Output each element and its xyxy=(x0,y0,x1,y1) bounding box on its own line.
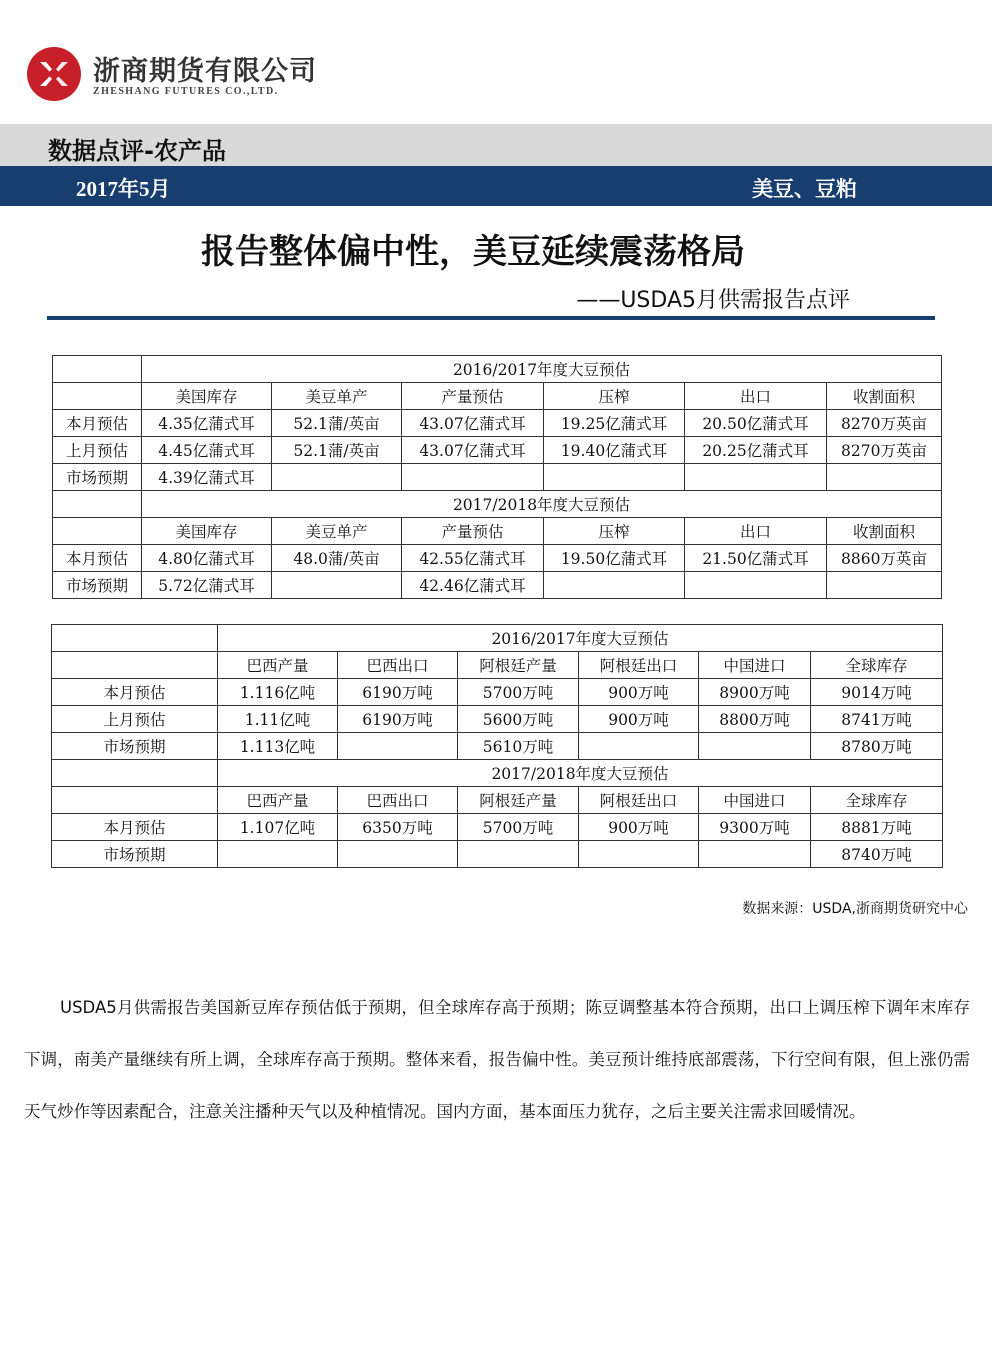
table-cell xyxy=(458,841,579,868)
table-cell: 5.72亿蒲式耳 xyxy=(142,572,272,599)
column-header: 出口 xyxy=(685,518,827,545)
table-cell: 43.07亿蒲式耳 xyxy=(402,410,544,437)
table-cell: 6190万吨 xyxy=(338,679,458,706)
column-header: 阿根廷产量 xyxy=(458,652,579,679)
table-cell xyxy=(699,733,811,760)
table-cell: 1.11亿吨 xyxy=(218,706,338,733)
table-cell: 8780万吨 xyxy=(811,733,943,760)
column-header: 美国库存 xyxy=(142,383,272,410)
table-cell: 8900万吨 xyxy=(699,679,811,706)
report-category: 数据点评-农产品 xyxy=(48,137,226,165)
company-name-cn: 浙商期货有限公司 xyxy=(93,56,317,87)
column-header: 收割面积 xyxy=(827,383,942,410)
table-row xyxy=(52,679,943,706)
section-header: 2017/2018年度大豆预估 xyxy=(218,760,943,787)
table-cell xyxy=(544,572,685,599)
table-cell: 5700万吨 xyxy=(458,679,579,706)
table-row xyxy=(52,652,943,679)
column-header: 阿根廷产量 xyxy=(458,787,579,814)
column-header: 巴西产量 xyxy=(218,787,338,814)
data-source-note: 数据来源：USDA,浙商期货研究中心 xyxy=(742,901,968,917)
table-cell: 8740万吨 xyxy=(811,841,943,868)
table-cell: 8270万英亩 xyxy=(827,410,942,437)
table-row xyxy=(53,518,942,545)
column-header: 美豆单产 xyxy=(272,383,402,410)
table-cell: 19.50亿蒲式耳 xyxy=(544,545,685,572)
table-row xyxy=(53,545,942,572)
table-cell xyxy=(338,841,458,868)
row-label: 本月预估 xyxy=(52,814,218,841)
column-header: 美豆单产 xyxy=(272,518,402,545)
table-row xyxy=(52,760,943,787)
row-label: 本月预估 xyxy=(52,679,218,706)
column-header: 巴西出口 xyxy=(338,787,458,814)
table-cell: 43.07亿蒲式耳 xyxy=(402,437,544,464)
table-row xyxy=(53,464,942,491)
column-header: 中国进口 xyxy=(699,787,811,814)
column-header: 出口 xyxy=(685,383,827,410)
table-cell: 4.39亿蒲式耳 xyxy=(142,464,272,491)
company-name-en: ZHESHANG FUTURES CO.,LTD. xyxy=(93,86,279,97)
table-row xyxy=(52,787,943,814)
table-cell: 1.116亿吨 xyxy=(218,679,338,706)
table-row xyxy=(52,625,943,652)
section-header: 2016/2017年度大豆预估 xyxy=(142,356,942,383)
table-cell: 5700万吨 xyxy=(458,814,579,841)
table-cell xyxy=(579,841,699,868)
table-cell: 52.1蒲/英亩 xyxy=(272,437,402,464)
table-cell: 9300万吨 xyxy=(699,814,811,841)
table-cell: 4.45亿蒲式耳 xyxy=(142,437,272,464)
table-cell xyxy=(402,464,544,491)
column-header: 全球库存 xyxy=(811,652,943,679)
table-cell: 20.50亿蒲式耳 xyxy=(685,410,827,437)
column-header: 巴西产量 xyxy=(218,652,338,679)
table-cell: 1.107亿吨 xyxy=(218,814,338,841)
company-logo-icon xyxy=(26,46,82,102)
row-label: 市场预期 xyxy=(52,841,218,868)
row-label: 市场预期 xyxy=(53,464,142,491)
table-cell: 1.113亿吨 xyxy=(218,733,338,760)
table-cell xyxy=(827,464,942,491)
table-cell: 19.40亿蒲式耳 xyxy=(544,437,685,464)
column-header: 美国库存 xyxy=(142,518,272,545)
table-cell xyxy=(685,464,827,491)
table-cell: 900万吨 xyxy=(579,679,699,706)
table-cell: 5610万吨 xyxy=(458,733,579,760)
table-cell xyxy=(272,464,402,491)
table-cell: 42.46亿蒲式耳 xyxy=(402,572,544,599)
table-cell: 8800万吨 xyxy=(699,706,811,733)
us-soybean-table xyxy=(52,355,942,599)
table-cell xyxy=(827,572,942,599)
section-header: 2017/2018年度大豆预估 xyxy=(142,491,942,518)
table-cell xyxy=(272,572,402,599)
column-header: 中国进口 xyxy=(699,652,811,679)
column-header: 压榨 xyxy=(544,383,685,410)
report-date: 2017年5月 xyxy=(76,177,171,201)
table-cell: 52.1蒲/英亩 xyxy=(272,410,402,437)
table-row xyxy=(53,356,942,383)
table-cell: 8881万吨 xyxy=(811,814,943,841)
table-cell xyxy=(699,841,811,868)
report-products: 美豆、豆粕 xyxy=(752,177,857,201)
table-cell xyxy=(338,733,458,760)
row-label: 本月预估 xyxy=(53,545,142,572)
table-cell: 20.25亿蒲式耳 xyxy=(685,437,827,464)
column-header: 压榨 xyxy=(544,518,685,545)
column-header: 产量预估 xyxy=(402,383,544,410)
table-cell: 5600万吨 xyxy=(458,706,579,733)
commentary-paragraph: USDA5月供需报告美国新豆库存预估低于预期，但全球库存高于预期；陈豆调整基本符合预期，出口上调压榨下调年末库存下调，南美产量继续有所上调，全球库存高于预期。整体来看，报告偏中性。美豆预计维持底部震荡，下行空间有限，但上涨仍需天气炒作等因素配合，注意关注播种天气以及种植情况。国内方面，基本面压力犹存，之后主要关注需求回暖情况。 xyxy=(24,998,970,1121)
table-cell: 6350万吨 xyxy=(338,814,458,841)
table-cell: 4.35亿蒲式耳 xyxy=(142,410,272,437)
report-title: 报告整体偏中性，美豆延续震荡格局 xyxy=(201,232,745,272)
table-row xyxy=(52,841,943,868)
table-cell: 8270万英亩 xyxy=(827,437,942,464)
column-header: 全球库存 xyxy=(811,787,943,814)
table-row xyxy=(52,706,943,733)
date-band xyxy=(0,166,992,206)
table-row xyxy=(53,491,942,518)
table-cell: 21.50亿蒲式耳 xyxy=(685,545,827,572)
table-row xyxy=(53,410,942,437)
table-cell: 8741万吨 xyxy=(811,706,943,733)
column-header: 产量预估 xyxy=(402,518,544,545)
table-cell: 48.0蒲/英亩 xyxy=(272,545,402,572)
table-cell: 900万吨 xyxy=(579,706,699,733)
table-cell: 19.25亿蒲式耳 xyxy=(544,410,685,437)
table-cell: 9014万吨 xyxy=(811,679,943,706)
table-row xyxy=(52,733,943,760)
global-soybean-table xyxy=(51,624,943,868)
table-cell: 42.55亿蒲式耳 xyxy=(402,545,544,572)
table-cell xyxy=(579,733,699,760)
report-subtitle: ——USDA5月供需报告点评 xyxy=(576,288,850,313)
section-header: 2016/2017年度大豆预估 xyxy=(218,625,943,652)
table-cell: 6190万吨 xyxy=(338,706,458,733)
table-cell xyxy=(685,572,827,599)
row-label: 上月预估 xyxy=(53,437,142,464)
row-label: 上月预估 xyxy=(52,706,218,733)
category-band xyxy=(0,124,992,166)
column-header: 阿根廷出口 xyxy=(579,652,699,679)
table-row xyxy=(53,572,942,599)
table-cell: 900万吨 xyxy=(579,814,699,841)
column-header: 收割面积 xyxy=(827,518,942,545)
row-label: 本月预估 xyxy=(53,410,142,437)
table-cell: 4.80亿蒲式耳 xyxy=(142,545,272,572)
title-divider xyxy=(47,316,935,320)
table-row xyxy=(53,383,942,410)
column-header: 阿根廷出口 xyxy=(579,787,699,814)
table-cell xyxy=(218,841,338,868)
table-cell xyxy=(544,464,685,491)
row-label: 市场预期 xyxy=(52,733,218,760)
table-cell: 8860万英亩 xyxy=(827,545,942,572)
column-header: 巴西出口 xyxy=(338,652,458,679)
row-label: 市场预期 xyxy=(53,572,142,599)
table-row xyxy=(53,437,942,464)
table-row xyxy=(52,814,943,841)
